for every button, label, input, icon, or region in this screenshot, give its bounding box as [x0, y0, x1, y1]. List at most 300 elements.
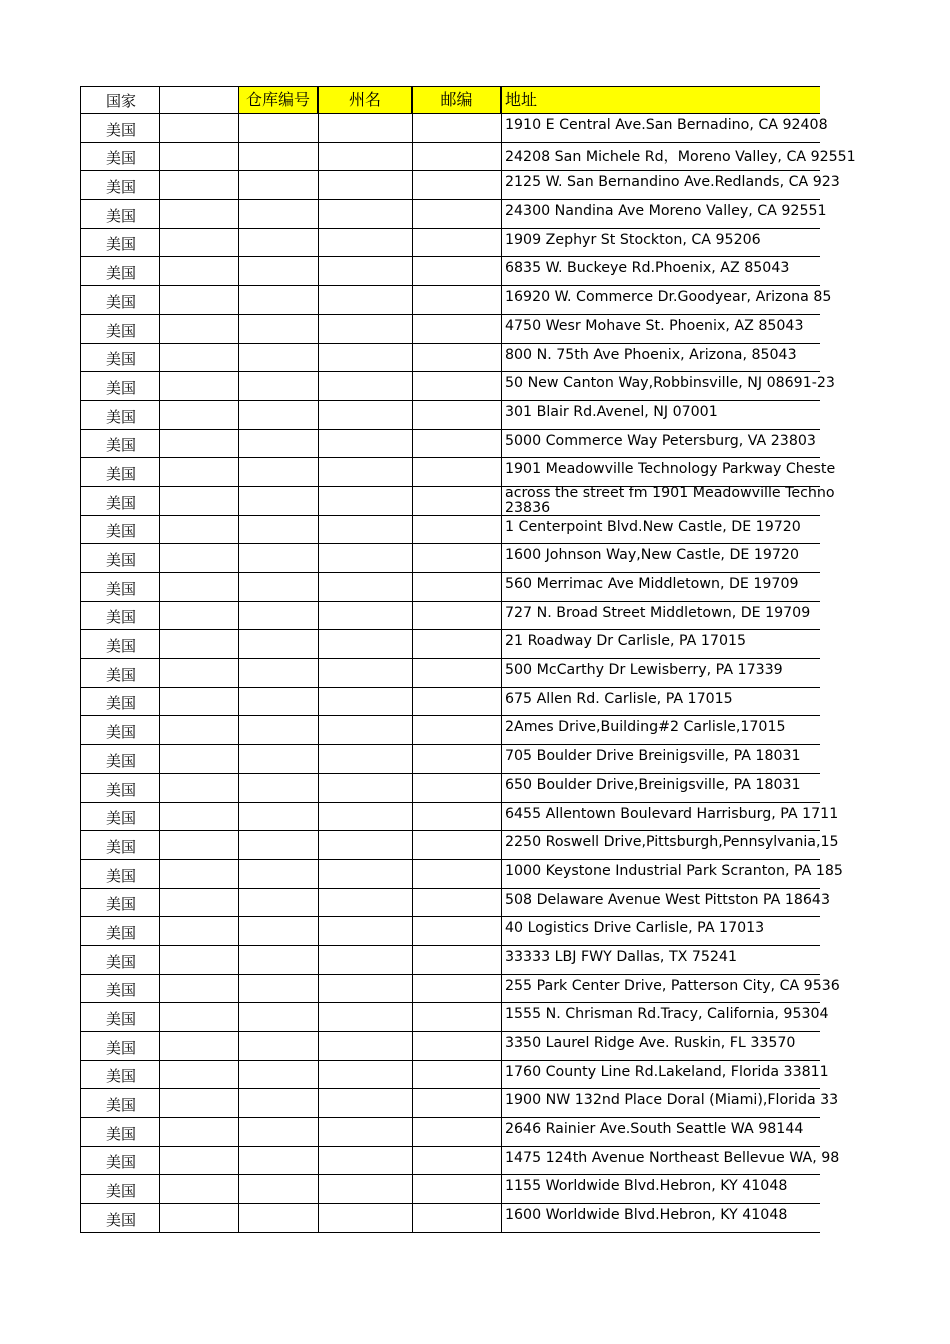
table-row	[80, 430, 820, 459]
cell-warehouse-code[interactable]	[239, 803, 319, 831]
country-text: 美国	[106, 350, 137, 369]
cell-blank[interactable]	[160, 1061, 239, 1089]
cell-state[interactable]	[319, 917, 413, 945]
cell-zip[interactable]	[413, 975, 502, 1003]
cell-blank[interactable]	[160, 688, 239, 716]
cell-blank[interactable]	[160, 1175, 239, 1203]
cell-warehouse-code[interactable]	[239, 401, 319, 429]
cell-address[interactable]	[502, 946, 820, 974]
cell-country[interactable]	[80, 1003, 160, 1031]
country-text: 美国	[106, 723, 137, 742]
table-row	[80, 114, 828, 143]
table-row	[80, 372, 835, 401]
cell-state[interactable]	[319, 344, 413, 372]
cell-blank[interactable]	[160, 143, 239, 171]
cell-address[interactable]	[502, 1118, 820, 1146]
cell-zip[interactable]	[413, 630, 502, 658]
cell-blank[interactable]	[160, 602, 239, 630]
cell-state[interactable]	[319, 544, 413, 572]
cell-zip[interactable]	[413, 286, 502, 314]
country-text: 美国	[106, 1067, 137, 1086]
cell-country[interactable]	[80, 688, 160, 716]
cell-zip[interactable]	[413, 544, 502, 572]
cell-address[interactable]	[502, 257, 820, 285]
header-cell-country[interactable]	[80, 87, 160, 113]
cell-state[interactable]	[319, 143, 413, 171]
cell-warehouse-code[interactable]	[239, 831, 319, 859]
cell-blank[interactable]	[160, 286, 239, 314]
cell-blank[interactable]	[160, 372, 239, 400]
cell-state[interactable]	[319, 286, 413, 314]
cell-state[interactable]	[319, 171, 413, 199]
cell-blank[interactable]	[160, 315, 239, 343]
cell-blank[interactable]	[160, 889, 239, 917]
cell-state[interactable]	[319, 975, 413, 1003]
cell-zip[interactable]	[413, 315, 502, 343]
cell-state[interactable]	[319, 1032, 413, 1060]
cell-warehouse-code[interactable]	[239, 573, 319, 601]
country-text: 美国	[106, 149, 137, 168]
cell-address[interactable]	[502, 1089, 839, 1117]
table-row	[80, 1118, 820, 1147]
cell-country[interactable]	[80, 372, 160, 400]
cell-blank[interactable]	[160, 860, 239, 888]
cell-blank[interactable]	[160, 257, 239, 285]
cell-address[interactable]	[502, 516, 820, 544]
country-text: 美国	[106, 809, 137, 828]
cell-state[interactable]	[319, 860, 413, 888]
cell-warehouse-code[interactable]	[239, 1032, 319, 1060]
country-text: 美国	[106, 866, 137, 885]
cell-warehouse-code[interactable]	[239, 917, 319, 945]
header-country-label: 国家	[106, 92, 137, 110]
cell-zip[interactable]	[413, 946, 502, 974]
table-row	[80, 1147, 840, 1176]
cell-address[interactable]	[502, 716, 820, 744]
cell-zip[interactable]	[413, 803, 502, 831]
table-row	[80, 889, 830, 918]
cell-address[interactable]	[502, 484, 835, 516]
address-text: 1000 Keystone Industrial Park Scranton, PA 185	[505, 862, 843, 879]
address-text: 21 Roadway Dr Carlisle, PA 17015	[505, 633, 747, 650]
cell-address[interactable]	[502, 831, 839, 859]
cell-state[interactable]	[319, 602, 413, 630]
cell-warehouse-code[interactable]	[239, 200, 319, 228]
cell-zip[interactable]	[413, 1032, 502, 1060]
cell-state[interactable]	[319, 630, 413, 658]
cell-blank[interactable]	[160, 1003, 239, 1031]
cell-state[interactable]	[319, 774, 413, 802]
cell-state[interactable]	[319, 1175, 413, 1203]
cell-state[interactable]	[319, 401, 413, 429]
address-text: 500 McCarthy Dr Lewisberry, PA 17339	[505, 662, 783, 679]
cell-address[interactable]	[502, 430, 820, 458]
table-row	[80, 1003, 829, 1032]
cell-state[interactable]	[319, 1118, 413, 1146]
cell-address[interactable]	[502, 544, 820, 572]
address-text: 560 Merrimac Ave Middletown, DE 19709	[505, 576, 799, 592]
country-text: 美国	[106, 464, 137, 483]
cell-country[interactable]	[80, 1175, 160, 1203]
cell-warehouse-code[interactable]	[239, 745, 319, 773]
cell-zip[interactable]	[413, 774, 502, 802]
cell-blank[interactable]	[160, 716, 239, 744]
cell-blank[interactable]	[160, 544, 239, 572]
cell-country[interactable]	[80, 659, 160, 687]
cell-country[interactable]	[80, 831, 160, 859]
cell-zip[interactable]	[413, 401, 502, 429]
address-text: across the street fm 1901 Meadowville Techno	[505, 484, 835, 501]
cell-blank[interactable]	[160, 229, 239, 257]
cell-zip[interactable]	[413, 831, 502, 859]
cell-warehouse-code[interactable]	[239, 860, 319, 888]
cell-address[interactable]	[502, 1032, 820, 1060]
cell-zip[interactable]	[413, 171, 502, 199]
cell-address[interactable]	[502, 745, 820, 773]
cell-country[interactable]	[80, 200, 160, 228]
cell-blank[interactable]	[160, 774, 239, 802]
cell-blank[interactable]	[160, 344, 239, 372]
address-text: 5000 Commerce Way Petersburg, VA 23803	[505, 432, 816, 449]
country-text: 美国	[106, 637, 137, 656]
cell-state[interactable]	[319, 487, 413, 515]
cell-country[interactable]	[80, 573, 160, 601]
cell-country[interactable]	[80, 1147, 160, 1175]
cell-state[interactable]	[319, 315, 413, 343]
cell-address[interactable]	[502, 1003, 829, 1031]
cell-state[interactable]	[319, 946, 413, 974]
cell-warehouse-code[interactable]	[239, 774, 319, 802]
country-text: 美国	[106, 1038, 137, 1057]
country-text: 美国	[106, 952, 137, 971]
cell-warehouse-code[interactable]	[239, 516, 319, 544]
cell-country[interactable]	[80, 1118, 160, 1146]
cell-country[interactable]	[80, 602, 160, 630]
cell-country[interactable]	[80, 171, 160, 199]
cell-country[interactable]	[80, 544, 160, 572]
cell-country[interactable]	[80, 745, 160, 773]
cell-country[interactable]	[80, 1032, 160, 1060]
cell-country[interactable]	[80, 1089, 160, 1117]
cell-country[interactable]	[80, 257, 160, 285]
cell-zip[interactable]	[413, 716, 502, 744]
cell-state[interactable]	[319, 745, 413, 773]
cell-address[interactable]	[502, 573, 820, 601]
cell-zip[interactable]	[413, 917, 502, 945]
address-text: 255 Park Center Drive, Patterson City, CA 9536	[505, 977, 840, 994]
table-row	[80, 257, 820, 286]
country-text: 美国	[106, 608, 137, 627]
address-text: 3350 Laurel Ridge Ave. Ruskin, FL 33570	[505, 1035, 796, 1051]
cell-address[interactable]	[502, 659, 820, 687]
header-cell-blank[interactable]	[160, 87, 239, 113]
cell-zip[interactable]	[413, 516, 502, 544]
cell-warehouse-code[interactable]	[239, 229, 319, 257]
cell-state[interactable]	[319, 1147, 413, 1175]
cell-zip[interactable]	[413, 344, 502, 372]
cell-blank[interactable]	[160, 487, 239, 515]
cell-state[interactable]	[319, 803, 413, 831]
cell-blank[interactable]	[160, 458, 239, 486]
cell-blank[interactable]	[160, 1089, 239, 1117]
address-text: 1910 E Central Ave.San Bernadino, CA 92408	[505, 117, 828, 133]
cell-zip[interactable]	[413, 1089, 502, 1117]
cell-address[interactable]	[502, 171, 840, 199]
cell-warehouse-code[interactable]	[239, 1061, 319, 1089]
cell-zip[interactable]	[413, 1204, 502, 1232]
cell-address[interactable]	[502, 975, 840, 1003]
cell-zip[interactable]	[413, 573, 502, 601]
cell-blank[interactable]	[160, 516, 239, 544]
cell-blank[interactable]	[160, 401, 239, 429]
cell-country[interactable]	[80, 401, 160, 429]
cell-address[interactable]	[502, 917, 820, 945]
cell-blank[interactable]	[160, 1147, 239, 1175]
header-cell-address[interactable]	[502, 87, 820, 113]
cell-state[interactable]	[319, 1061, 413, 1089]
cell-warehouse-code[interactable]	[239, 315, 319, 343]
cell-blank[interactable]	[160, 1118, 239, 1146]
cell-address[interactable]	[502, 602, 820, 630]
cell-country[interactable]	[80, 430, 160, 458]
cell-address[interactable]	[502, 315, 820, 343]
address-overflow-text: 23836	[505, 499, 551, 516]
cell-address[interactable]	[502, 344, 820, 372]
cell-state[interactable]	[319, 430, 413, 458]
cell-state[interactable]	[319, 831, 413, 859]
cell-address[interactable]	[502, 1175, 820, 1203]
cell-country[interactable]	[80, 716, 160, 744]
cell-warehouse-code[interactable]	[239, 1147, 319, 1175]
cell-state[interactable]	[319, 889, 413, 917]
cell-zip[interactable]	[413, 200, 502, 228]
table-row	[80, 745, 820, 774]
cell-address[interactable]	[502, 1147, 840, 1175]
cell-zip[interactable]	[413, 659, 502, 687]
cell-warehouse-code[interactable]	[239, 1003, 319, 1031]
country-text: 美国	[106, 579, 137, 598]
cell-address[interactable]	[502, 143, 856, 171]
cell-zip[interactable]	[413, 1061, 502, 1089]
cell-state[interactable]	[319, 114, 413, 142]
cell-blank[interactable]	[160, 630, 239, 658]
cell-warehouse-code[interactable]	[239, 716, 319, 744]
cell-state[interactable]	[319, 1089, 413, 1117]
country-text: 美国	[106, 178, 137, 197]
cell-address[interactable]	[502, 1204, 820, 1232]
cell-warehouse-code[interactable]	[239, 659, 319, 687]
cell-country[interactable]	[80, 860, 160, 888]
cell-zip[interactable]	[413, 487, 502, 515]
cell-zip[interactable]	[413, 257, 502, 285]
cell-warehouse-code[interactable]	[239, 1175, 319, 1203]
cell-blank[interactable]	[160, 803, 239, 831]
cell-blank[interactable]	[160, 1204, 239, 1232]
warehouse-table	[80, 86, 856, 1233]
cell-zip[interactable]	[413, 1118, 502, 1146]
cell-address[interactable]	[502, 229, 820, 257]
table-row	[80, 602, 820, 631]
table-row	[80, 458, 836, 487]
cell-zip[interactable]	[413, 1175, 502, 1203]
cell-country[interactable]	[80, 803, 160, 831]
cell-country[interactable]	[80, 774, 160, 802]
table-row	[80, 860, 843, 889]
header-cell-zip[interactable]	[413, 87, 502, 113]
cell-zip[interactable]	[413, 688, 502, 716]
cell-blank[interactable]	[160, 171, 239, 199]
cell-address[interactable]	[502, 286, 832, 314]
cell-warehouse-code[interactable]	[239, 1089, 319, 1117]
cell-zip[interactable]	[413, 860, 502, 888]
cell-zip[interactable]	[413, 430, 502, 458]
cell-zip[interactable]	[413, 458, 502, 486]
cell-blank[interactable]	[160, 946, 239, 974]
cell-warehouse-code[interactable]	[239, 430, 319, 458]
cell-address[interactable]	[502, 114, 828, 142]
cell-warehouse-code[interactable]	[239, 630, 319, 658]
cell-warehouse-code[interactable]	[239, 458, 319, 486]
cell-zip[interactable]	[413, 114, 502, 142]
cell-country[interactable]	[80, 344, 160, 372]
address-text: 1475 124th Avenue Northeast Bellevue WA, 98	[505, 1149, 840, 1166]
cell-blank[interactable]	[160, 573, 239, 601]
cell-state[interactable]	[319, 1204, 413, 1232]
cell-blank[interactable]	[160, 114, 239, 142]
cell-state[interactable]	[319, 573, 413, 601]
cell-warehouse-code[interactable]	[239, 344, 319, 372]
cell-address[interactable]	[502, 688, 820, 716]
cell-address[interactable]	[502, 630, 820, 658]
cell-address[interactable]	[502, 803, 839, 831]
cell-blank[interactable]	[160, 200, 239, 228]
cell-blank[interactable]	[160, 975, 239, 1003]
cell-country[interactable]	[80, 1061, 160, 1089]
address-text: 2125 W. San Bernandino Ave.Redlands, CA 923	[505, 174, 840, 191]
cell-country[interactable]	[80, 143, 160, 171]
table-row	[80, 716, 820, 745]
header-cell-state[interactable]	[319, 87, 413, 113]
table-header-row	[80, 86, 820, 114]
cell-country[interactable]	[80, 516, 160, 544]
table-row	[80, 774, 820, 803]
table-row	[80, 315, 820, 344]
cell-state[interactable]	[319, 716, 413, 744]
header-cell-warehouse-code[interactable]	[239, 87, 319, 113]
cell-warehouse-code[interactable]	[239, 143, 319, 171]
cell-zip[interactable]	[413, 1003, 502, 1031]
cell-country[interactable]	[80, 630, 160, 658]
cell-blank[interactable]	[160, 430, 239, 458]
cell-state[interactable]	[319, 659, 413, 687]
address-text: 16920 W. Commerce Dr.Goodyear, Arizona 85	[505, 289, 832, 306]
cell-warehouse-code[interactable]	[239, 1118, 319, 1146]
cell-country[interactable]	[80, 315, 160, 343]
address-text: 33333 LBJ FWY Dallas, TX 75241	[505, 948, 737, 965]
table-row	[80, 171, 840, 200]
table-row	[80, 516, 820, 545]
cell-zip[interactable]	[413, 143, 502, 171]
cell-country[interactable]	[80, 458, 160, 486]
cell-warehouse-code[interactable]	[239, 487, 319, 515]
cell-blank[interactable]	[160, 745, 239, 773]
address-text: 800 N. 75th Ave Phoenix, Arizona, 85043	[505, 346, 797, 363]
cell-address[interactable]	[502, 200, 827, 228]
cell-address[interactable]	[502, 1061, 829, 1089]
cell-country[interactable]	[80, 487, 160, 515]
cell-zip[interactable]	[413, 889, 502, 917]
cell-country[interactable]	[80, 286, 160, 314]
cell-state[interactable]	[319, 257, 413, 285]
cell-country[interactable]	[80, 917, 160, 945]
cell-zip[interactable]	[413, 1147, 502, 1175]
address-text: 1555 N. Chrisman Rd.Tracy, California, 95304	[505, 1006, 829, 1023]
cell-warehouse-code[interactable]	[239, 171, 319, 199]
cell-warehouse-code[interactable]	[239, 602, 319, 630]
cell-address[interactable]	[502, 774, 820, 802]
address-text: 50 New Canton Way,Robbinsville, NJ 08691-23	[505, 375, 835, 392]
cell-blank[interactable]	[160, 831, 239, 859]
cell-state[interactable]	[319, 1003, 413, 1031]
cell-country[interactable]	[80, 229, 160, 257]
cell-blank[interactable]	[160, 917, 239, 945]
cell-state[interactable]	[319, 229, 413, 257]
cell-zip[interactable]	[413, 602, 502, 630]
cell-warehouse-code[interactable]	[239, 688, 319, 716]
cell-warehouse-code[interactable]	[239, 946, 319, 974]
header-state-label: 州名	[348, 90, 381, 109]
cell-country[interactable]	[80, 889, 160, 917]
cell-warehouse-code[interactable]	[239, 257, 319, 285]
country-text: 美国	[106, 235, 137, 254]
cell-warehouse-code[interactable]	[239, 889, 319, 917]
cell-warehouse-code[interactable]	[239, 114, 319, 142]
cell-blank[interactable]	[160, 659, 239, 687]
cell-state[interactable]	[319, 458, 413, 486]
cell-state[interactable]	[319, 688, 413, 716]
cell-warehouse-code[interactable]	[239, 286, 319, 314]
cell-warehouse-code[interactable]	[239, 975, 319, 1003]
cell-warehouse-code[interactable]	[239, 372, 319, 400]
table-row	[80, 484, 835, 516]
header-zip-label: 邮编	[440, 90, 473, 109]
cell-zip[interactable]	[413, 229, 502, 257]
cell-address[interactable]	[502, 401, 820, 429]
address-text: 2Ames Drive,Building#2 Carlisle,17015	[505, 719, 786, 736]
cell-warehouse-code[interactable]	[239, 1204, 319, 1232]
cell-zip[interactable]	[413, 372, 502, 400]
table-row	[80, 803, 839, 832]
cell-address[interactable]	[502, 372, 835, 400]
cell-state[interactable]	[319, 200, 413, 228]
cell-address[interactable]	[502, 860, 843, 888]
cell-country[interactable]	[80, 1204, 160, 1232]
cell-zip[interactable]	[413, 745, 502, 773]
cell-state[interactable]	[319, 516, 413, 544]
cell-warehouse-code[interactable]	[239, 544, 319, 572]
cell-address[interactable]	[502, 458, 836, 486]
cell-country[interactable]	[80, 946, 160, 974]
address-text: 1909 Zephyr St Stockton, CA 95206	[505, 231, 761, 248]
cell-country[interactable]	[80, 975, 160, 1003]
table-row	[80, 573, 820, 602]
country-text: 美国	[106, 1124, 137, 1143]
cell-country[interactable]	[80, 114, 160, 142]
cell-state[interactable]	[319, 372, 413, 400]
cell-blank[interactable]	[160, 1032, 239, 1060]
cell-address[interactable]	[502, 889, 830, 917]
address-text: 1901 Meadowville Technology Parkway Cheste	[505, 461, 836, 478]
